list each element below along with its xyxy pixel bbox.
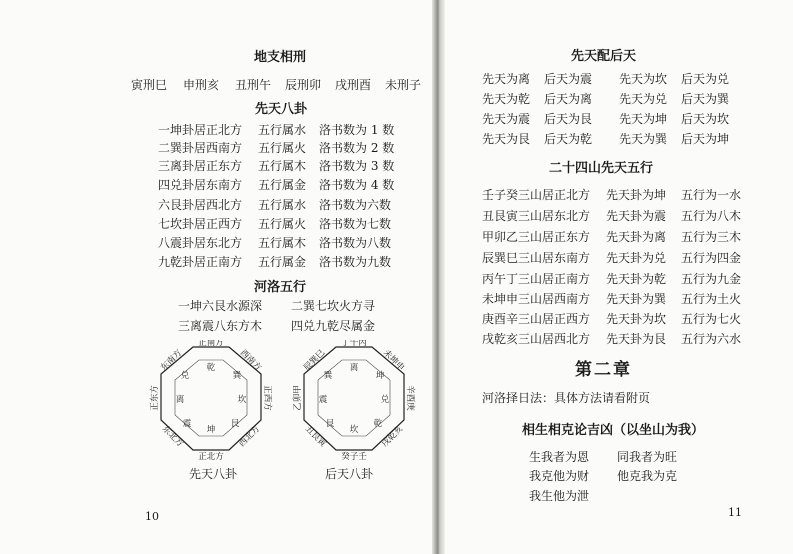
shan-trigram: 先天卦为巽	[606, 292, 667, 306]
shan-element: 五行为土火	[681, 292, 742, 306]
outer-label: 东南方	[159, 348, 185, 374]
dizhi-item: 未刑子	[385, 78, 422, 92]
peihou-cell: 后天为兑	[681, 72, 730, 86]
trigram-element: 五行属水	[258, 123, 307, 137]
xiantian-diagram	[147, 340, 275, 460]
chapter-title: 第二章	[575, 360, 632, 380]
outer-label: 正南方	[198, 340, 224, 348]
shan-element: 五行为六水	[681, 332, 742, 346]
peihou-cell: 先天为兑	[619, 92, 668, 106]
shan-mountains: 甲卯乙三山居正东方	[482, 230, 591, 244]
shan-mountains: 辰巽巳三山居东南方	[482, 251, 591, 265]
peihou-cell: 后天为坤	[681, 132, 730, 146]
outer-label: 正东方	[150, 385, 160, 411]
trigram-label: 巽	[232, 371, 242, 381]
shengke-cell: 我生他为泄	[529, 489, 590, 503]
page-number: 11	[728, 506, 742, 519]
dizhi-item: 丑刑午	[235, 78, 272, 92]
shan-element: 五行为八木	[681, 209, 742, 223]
trigram-position: 九乾卦居正南方	[158, 255, 243, 269]
peihou-cell: 后天为艮	[544, 112, 593, 126]
heluo-verse: 二巽七坎火方寻	[291, 299, 376, 313]
trigram-label: 坎	[349, 425, 359, 435]
trigram-label: 坤	[375, 371, 385, 381]
trigram-number: 洛书数为六数	[319, 198, 392, 212]
heluo-title: 河洛五行	[254, 280, 307, 295]
shan-trigram: 先天卦为兑	[606, 251, 667, 265]
book-spine	[432, 0, 445, 554]
heluo-verse: 一坤六艮水源深	[178, 299, 263, 313]
trigram-label: 兑	[180, 371, 190, 381]
trigram-number: 洛书数为 4 数	[319, 178, 395, 192]
trigram-label: 巽	[323, 371, 333, 381]
heluo-verse: 三离震八东方木	[178, 319, 263, 333]
houtian-diagram	[290, 340, 418, 460]
peihou-cell: 先天为艮	[482, 132, 531, 146]
peihou-cell: 先天为坤	[619, 112, 668, 126]
shan-element: 五行为四金	[681, 251, 742, 265]
shan-element: 五行为三木	[681, 230, 742, 244]
shan-element: 五行为九金	[681, 272, 742, 286]
shan-mountains: 丑艮寅三山居东北方	[482, 209, 591, 223]
outer-label: 乙卯甲	[293, 385, 303, 411]
trigram-label: 坤	[206, 425, 216, 435]
trigram-element: 五行属木	[258, 236, 307, 250]
trigram-label: 艮	[325, 419, 335, 429]
trigram-position: 八震卦居东北方	[158, 236, 243, 250]
peihou-cell: 后天为离	[544, 92, 593, 106]
right-page	[445, 0, 793, 554]
trigram-element: 五行属金	[258, 178, 307, 192]
outer-label: 正西方	[262, 385, 272, 411]
outer-label: 辛酉庚	[405, 385, 415, 411]
shan-mountains: 壬子癸三山居正北方	[482, 188, 591, 202]
trigram-number: 洛书数为七数	[319, 217, 392, 231]
shan-mountains: 戌乾亥三山居西北方	[482, 332, 591, 346]
outer-label: 未坤申	[380, 348, 406, 374]
outer-label: 西南方	[237, 348, 263, 374]
shan-mountains: 丙午丁三山居正南方	[482, 272, 591, 286]
trigram-number: 洛书数为 1 数	[319, 123, 395, 137]
trigram-position: 二巽卦居西南方	[158, 141, 243, 155]
outer-label: 正北方	[198, 452, 224, 460]
peihou-cell: 后天为震	[544, 72, 593, 86]
outer-label: 丁午丙	[341, 340, 367, 348]
shengke-cell: 他克我为克	[617, 469, 678, 483]
trigram-label: 离	[349, 363, 359, 373]
trigram-label: 乾	[373, 419, 383, 429]
trigram-position: 三离卦居正东方	[158, 159, 243, 173]
peihou-cell: 先天为离	[482, 72, 531, 86]
xiantian-caption: 先天八卦	[189, 467, 238, 481]
shan-title: 二十四山先天五行	[549, 161, 654, 176]
peihou-title: 先天配后天	[571, 49, 637, 64]
outer-label: 辰巽巳	[302, 348, 328, 374]
dizhi-item: 戌刑酉	[335, 78, 372, 92]
peihou-cell: 后天为巽	[681, 92, 730, 106]
shengke-title: 相生相克论吉凶（以坐山为我）	[522, 423, 705, 438]
outer-label: 戌乾亥	[380, 424, 406, 450]
trigram-position: 一坤卦居正北方	[158, 123, 243, 137]
trigram-label: 离	[175, 395, 185, 405]
trigram-label: 震	[318, 395, 328, 405]
outer-label: 东北方	[159, 424, 185, 450]
heluo-method: 河洛择日法：具体方法请看附页	[482, 391, 651, 405]
page-number: 10	[145, 510, 159, 523]
shan-mountains: 未坤申三山居西南方	[482, 292, 591, 306]
trigram-element: 五行属金	[258, 255, 307, 269]
trigram-label: 艮	[230, 419, 240, 429]
shengke-cell: 我克他为财	[529, 469, 590, 483]
shan-trigram: 先天卦为震	[606, 209, 667, 223]
dizhi-item: 寅刑巳	[131, 78, 168, 92]
shan-mountains: 庚酉辛三山居正西方	[482, 312, 591, 326]
trigram-position: 六艮卦居西北方	[158, 198, 243, 212]
trigram-number: 洛书数为 2 数	[319, 141, 395, 155]
shan-trigram: 先天卦为坤	[606, 188, 667, 202]
trigram-label: 乾	[206, 363, 216, 373]
shan-element: 五行为七火	[681, 312, 742, 326]
trigram-number: 洛书数为 3 数	[319, 159, 395, 173]
dizhi-title: 地支相刑	[254, 50, 307, 65]
shan-trigram: 先天卦为离	[606, 230, 667, 244]
shan-element: 五行为一水	[681, 188, 742, 202]
trigram-element: 五行属火	[258, 141, 307, 155]
dizhi-item: 申刑亥	[183, 78, 220, 92]
peihou-cell: 先天为坎	[619, 72, 668, 86]
trigram-position: 四兑卦居东南方	[158, 178, 243, 192]
shan-trigram: 先天卦为艮	[606, 332, 667, 346]
peihou-cell: 先天为震	[482, 112, 531, 126]
trigram-label: 兑	[380, 395, 390, 405]
shan-trigram: 先天卦为坎	[606, 312, 667, 326]
peihou-cell: 先天为巽	[619, 132, 668, 146]
peihou-cell: 后天为坎	[681, 112, 730, 126]
peihou-cell: 先天为乾	[482, 92, 531, 106]
xiantian-title: 先天八卦	[255, 102, 308, 117]
outer-label: 西北方	[237, 424, 263, 450]
shan-trigram: 先天卦为乾	[606, 272, 667, 286]
trigram-position: 七坎卦居正西方	[158, 217, 243, 231]
peihou-cell: 后天为乾	[544, 132, 593, 146]
shengke-cell: 同我者为旺	[617, 450, 678, 464]
dizhi-item: 辰刑卯	[285, 78, 322, 92]
trigram-element: 五行属水	[258, 198, 307, 212]
heluo-verse: 四兑九乾尽属金	[291, 319, 376, 333]
outer-label: 癸子壬	[341, 452, 367, 460]
shengke-cell: 生我者为恩	[529, 450, 590, 464]
trigram-number: 洛书数为九数	[319, 255, 392, 269]
trigram-label: 坎	[237, 395, 247, 405]
houtian-caption: 后天八卦	[325, 467, 374, 481]
trigram-element: 五行属木	[258, 159, 307, 173]
outer-label: 丑艮寅	[302, 424, 328, 450]
trigram-element: 五行属火	[258, 217, 307, 231]
trigram-number: 洛书数为八数	[319, 236, 392, 250]
trigram-label: 震	[182, 419, 192, 429]
